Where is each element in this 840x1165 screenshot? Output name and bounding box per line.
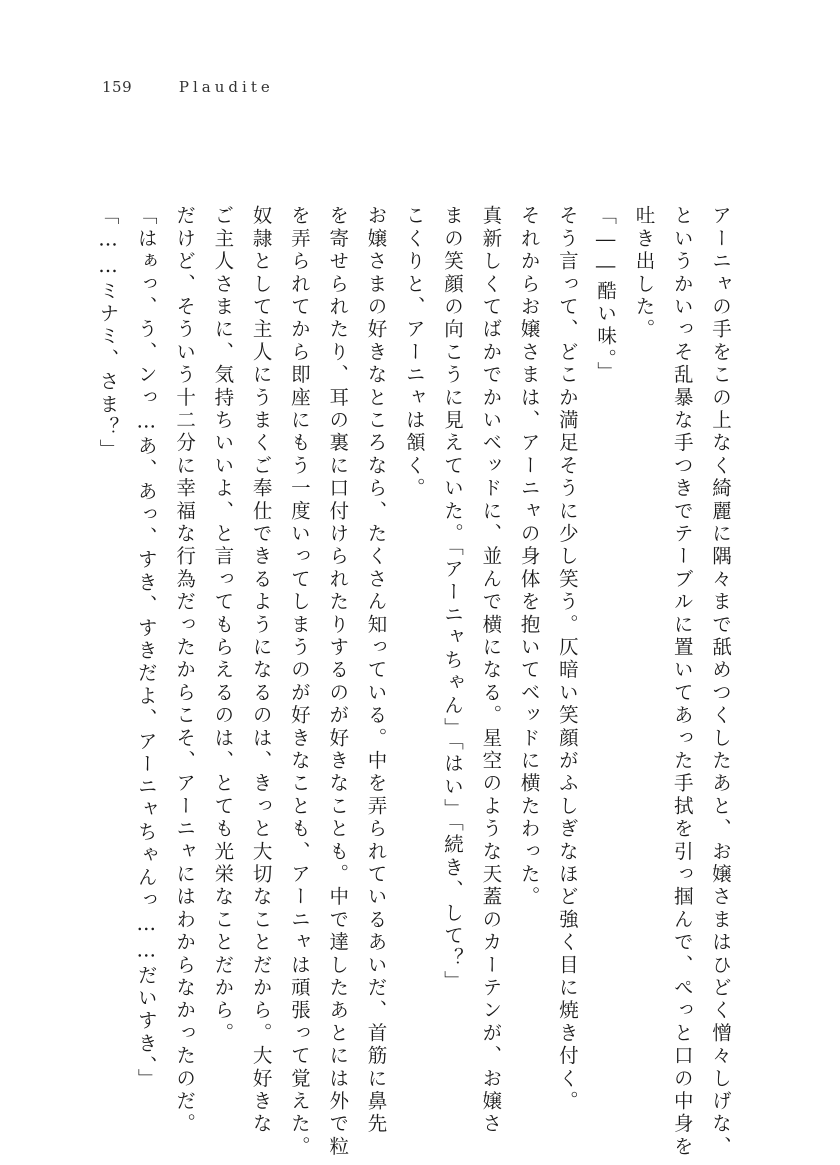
text-line-17: 「……ミナミ、さま？」 (96, 205, 120, 462)
text-line-12: を弄られてから即座にもう一度いってしまうのが好きなことも、アーニャは頑張って覚えた。 (287, 205, 311, 1159)
running-header (102, 78, 274, 96)
running-title: Plaudite (178, 78, 274, 96)
text-line-13: 奴隷として主人にうまくご奉仕できるようになるのは、きっと大切なことだから。大好きな (249, 205, 273, 1136)
text-line-14: ご主人さまに、気持ちいいよ、と言ってもらえるのは、とても光栄なことだから。 (211, 205, 235, 1045)
text-line-9: こくりと、アーニャは頷く。 (402, 205, 426, 501)
text-line-1: アーニャの手をこの上なく綺麗に隅々まで舐めつくしたあと、お嬢さまはひどく憎々しげな、 (709, 205, 732, 1159)
text-line-5: そう言って、どこか満足そうに少し笑う。仄暗い笑顔がふしぎなほど強く目に焼き付く。 (555, 205, 579, 1113)
text-line-4: 「――酷い味。」 (594, 205, 618, 384)
text-line-6: それからお嬢さまは、アーニャの身体を抱いてベッドに横たわった。 (517, 205, 541, 909)
text-line-2: というかいっそ乱暴な手つきでテーブルに置いてあった手拭を引っ掴んで、ぺっと口の中身を (670, 205, 694, 1159)
text-line-11: を寄せられたり、耳の裏に口付けられたりするのが好きなことも。中で達したあとには外で粒 (326, 205, 350, 1159)
vertical-text-body (96, 205, 732, 1159)
text-line-16: 「はぁっ、う、ンっ…あ、あっ、すき、すきだよ、アーニャちゃんっ……だいすき、」 (134, 205, 158, 1092)
text-line-10: お嬢さまの好きなところなら、たくさん知っている。中を弄られているあいだ、首筋に鼻先 (364, 205, 388, 1136)
text-line-7: 真新しくてばかでかいベッドに、並んで横になる。星空のような天蓋のカーテンが、お嬢さ (479, 205, 503, 1136)
text-line-15: だけど、そういう十二分に幸福な行為だったからこそ、アーニャにはわからなかったのだ。 (173, 205, 197, 1136)
text-line-3: 吐き出した。 (632, 205, 656, 342)
text-line-8: まの笑顔の向こうに見えていた。「アーニャちゃん」「はい」「続き、して？」 (441, 205, 465, 993)
page-number: 159 (102, 78, 133, 96)
